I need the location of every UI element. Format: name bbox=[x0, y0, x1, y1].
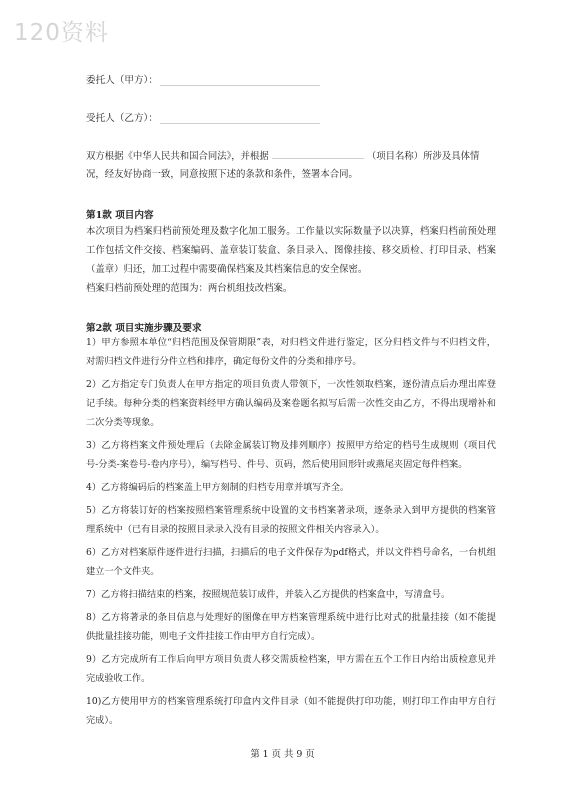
section1-heading: 第1款 项目内容 bbox=[86, 210, 154, 221]
section2-list bbox=[86, 333, 496, 734]
list-item: 9）乙方完成所有工作后向甲方项目负责人移交需质检档案，甲方需在五个工作日内给出质检意见并完成验收工作。 bbox=[86, 654, 496, 684]
intro-text-after: （项目名称）所涉及具体情况，经友好协商一致，同意按照下述的条款和条件，签署本合同。 bbox=[86, 151, 480, 180]
intro-text-before: 双方根据《中华人民共和国合同法》，并根据 bbox=[86, 151, 269, 162]
list-item: 6）乙方对档案原件逐件进行扫描，扫描后的电子文件保存为pdf格式，并以文件档号命名，一台机组建立一个文件夹。 bbox=[86, 547, 496, 577]
list-item: 8）乙方将著录的条目信息与处理好的图像在甲方档案管理系统中进行比对式的批量挂接（如不能提供批量挂接功能，则电子文件挂接工作由甲方自行完成）。 bbox=[86, 612, 496, 642]
watermark-logo: 120资料 bbox=[14, 20, 109, 46]
section1-paragraph: 本次项目为档案归档前预处理及数字化加工服务。工作量以实际数量予以决算，档案归档前预处理工作包括文件交接、档案编码、盖章装订装盒、条目录入、图像挂接、移交质检、打印目录、档案（盖章）归还，加工过程中需要确保档案及其档案信息的安全保密。 bbox=[86, 226, 496, 275]
page-number: 第 1 页 共 9 页 bbox=[250, 749, 315, 760]
list-item: 7）乙方将扫描结束的档案，按照规范装订成件，并装入乙方提供的档案盒中，写清盒号。 bbox=[86, 589, 451, 600]
section2-heading: 第2款 项目实施步骤及要求 bbox=[86, 323, 202, 334]
list-item: 1）甲方参照本单位“归档范围及保管期限”表，对归档文件进行鉴定，区分归档文件与不归档文件，对需归档文件进行分件立档和排序，确定每份文件的分类和排序号。 bbox=[86, 337, 496, 367]
client-label: 委托人（甲方）： bbox=[86, 75, 158, 86]
section1-paragraph: 档案归档前预处理的范围为：两台机组技改档案。 bbox=[86, 283, 293, 294]
project-name-blank bbox=[272, 149, 364, 159]
list-item: 3）乙方将档案文件预处理后（去除金属装订物及排列顺序）按照甲方给定的档号生成规则（项目代号-分类-案卷号-卷内序号），编写档号、件号、页码，然后使用回形针或燕尾夹固定每件档案。 bbox=[86, 440, 496, 470]
intro-paragraph bbox=[86, 148, 496, 184]
section1-body bbox=[86, 222, 496, 298]
contractor-blank-line bbox=[160, 113, 320, 124]
list-item: 10)乙方使用甲方的档案管理系统打印盒内文件目录（如不能提供打印功能，则打印工作由甲方自行完成）。 bbox=[86, 696, 496, 726]
list-item: 5）乙方将装订好的档案按照档案管理系统中设置的文书档案著录项，逐条录入到甲方提供的档案管理系统中（已有目录的按照目录录入没有目录的按照文件相关内容录入）。 bbox=[86, 505, 496, 535]
contractor-field bbox=[86, 110, 320, 124]
contractor-label: 受托人（乙方）： bbox=[86, 113, 158, 124]
client-field bbox=[86, 72, 320, 86]
list-item: 4）乙方将编码后的档案盖上甲方刻制的归档专用章并填写齐全。 bbox=[86, 482, 350, 493]
client-blank-line bbox=[160, 75, 320, 86]
list-item: 2）乙方指定专门负责人在甲方指定的项目负责人带领下，一次性领取档案，逐份清点后办理出库登记手续。每种分类的档案资料经甲方确认编码及案卷题名拟写后需一次性交由乙方，不得出现增补和二次分类等现象。 bbox=[86, 379, 496, 428]
